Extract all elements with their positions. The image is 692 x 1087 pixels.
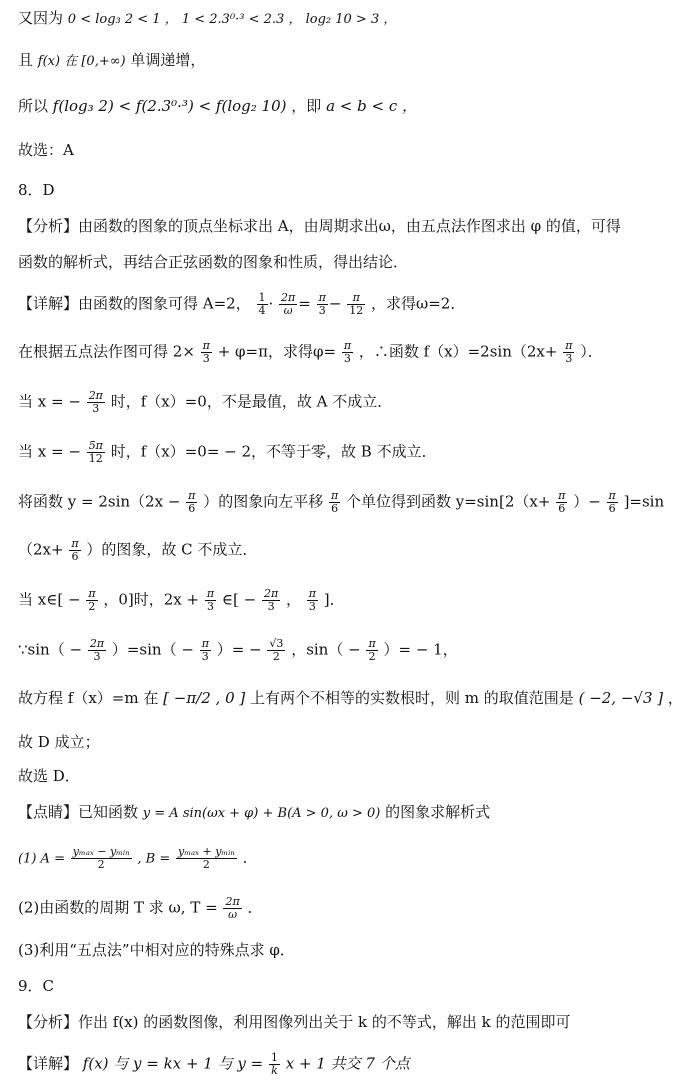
line-choose-d: 故选 D． <box>18 767 80 785</box>
line-five-point: 在根据五点法作图可得 2× $\frac{\pi}{3}$ + φ=π，求得φ= $\frac{\pi}{3}$ ，∴函数 f（x）=2sin（2x+ $\frac{\pi}{3}$ ）． <box>18 339 603 365</box>
fraction: $\frac{\pi}{3}$ <box>308 587 316 613</box>
fraction: $\frac{5\pi}{12}$ <box>88 439 103 465</box>
fraction: $\frac{\pi}{2}$ <box>368 637 376 663</box>
line-option-b: 当 x = − $\frac{5\pi}{12}$ 时，f（x）=0= − 2，不等于零，故 B 不成立． <box>18 439 437 465</box>
line-4: 故选：A <box>18 141 74 159</box>
fraction: $\frac{\pi}{12}$ <box>349 291 364 317</box>
line-option-c-cont: （2x+ $\frac{\pi}{6}$ ）的图象，故 C 不成立． <box>18 537 258 563</box>
fraction: $\frac{2\pi}{\omega}$ <box>281 291 296 317</box>
line-tip: 【点睛】已知函数 y = A sin(ωx + φ) + B(A > 0, ω > 0) 的图象求解析式 <box>18 803 491 821</box>
fraction: $\frac{\pi}{6}$ <box>330 489 339 515</box>
fraction: $\frac{2\pi}{3}$ <box>88 389 103 415</box>
fraction: $\frac{\pi}{3}$ <box>201 637 209 663</box>
line-equation-roots: 故方程 f（x）=m 在 [ −π/2 , 0 ] 上有两个不相等的实数根时，则 m 的取值范围是 ( −2, −√3 ] ， <box>18 689 683 707</box>
fraction: $\frac{\pi}{3}$ <box>206 587 215 613</box>
line-analysis-8: 【分析】由函数的图象的顶点坐标求出 A，由周期求出ω，由五点法作图求出 φ 的值，可得 <box>18 217 621 235</box>
answer-9-heading: 9．C <box>18 977 55 995</box>
fraction: $\frac{1}{k}$ <box>270 1051 278 1077</box>
line-option-c: 将函数 y = 2sin（2x − $\frac{\pi}{6}$ ）的图象向左平移 $\frac{\pi}{6}$ 个单位得到函数 y=sin[2（x+ $\frac{\pi}{6}$ ）− $\frac{\pi}{6}$ ]=sin <box>18 489 665 515</box>
interval-m: ( −2, −√3 ] <box>578 689 664 707</box>
fraction: $\frac{\pi}{6}$ <box>608 489 616 515</box>
fraction: $\frac{2\pi}{3}$ <box>89 637 105 663</box>
line-option-d: 当 x∈[ − $\frac{\pi}{2}$ ，0]时，2x + $\frac{\pi}{3}$ ∈[ − $\frac{2\pi}{3}$ ， $\frac{\pi}{3}$ ]． <box>18 587 345 613</box>
line-tip-2: (2)由函数的周期 T 求 ω, T = $\frac{2\pi}{\omega}$ ． <box>18 895 263 921</box>
line-detail-8: 【详解】由函数的图象可得 A=2， $\frac{1}{4}$ · $\frac{2\pi}{\omega}$ = $\frac{\pi}{3}$ − $\frac{\pi}{12}$ ，求得ω=2． <box>18 291 466 317</box>
line-tip-1: (1) A = $\frac{\text{yₘₐₓ − yₘᵢₙ}}{2}$ , B = $\frac{\text{yₘₐₓ + yₘᵢₙ}}{2}$ ． <box>18 845 258 871</box>
line-option-a: 当 x = − $\frac{2\pi}{3}$ 时，f（x）=0，不是最值，故 A 不成立． <box>18 389 393 415</box>
fraction: $\frac{\pi}{6}$ <box>188 489 196 515</box>
fraction: $\frac{√3}{2}$ <box>269 637 284 663</box>
fraction: $\frac{\pi}{3}$ <box>202 339 210 365</box>
line-detail-9: 【详解】 f(x) 与 y = kx + 1 与 y = $\frac{1}{k}$ x + 1 共交 7 个点 <box>18 1051 410 1077</box>
line-1: 又因为 0 < log₃ 2 < 1 ， 1 < 2.3⁰·³ < 2.3 ， log₂ 10 > 3 ， <box>18 9 397 27</box>
fraction: $\frac{\pi}{6}$ <box>558 489 566 515</box>
fraction: $\frac{2\pi}{3}$ <box>263 587 279 613</box>
fraction: $\frac{\pi}{3}$ <box>343 339 352 365</box>
line-sine-values: ∵sin（ − $\frac{2\pi}{3}$ ）=sin（ − $\frac{\pi}{3}$ ）= − $\frac{√3}{2}$ ，sin（ − $\frac{\pi}{2}$ ）= − 1， <box>18 637 458 663</box>
fraction: $\frac{\text{yₘₐₓ − yₘᵢₙ}}{2}$ <box>72 845 130 871</box>
line-2: 且 f(x) 在 [0,+∞) 单调递增， <box>18 51 206 69</box>
line-d-holds: 故 D 成立； <box>18 733 100 751</box>
answer-8-heading: 8．D <box>18 181 55 199</box>
fraction: $\frac{\text{yₘₐₓ + yₘᵢₙ}}{2}$ <box>178 845 235 871</box>
fraction: $\frac{\pi}{2}$ <box>88 587 96 613</box>
line-analysis-8-cont: 函数的解析式，再结合正弦函数的图象和性质，得出结论． <box>18 253 409 271</box>
fraction: $\frac{\pi}{3}$ <box>565 339 573 365</box>
line-tip-3: (3)利用“五点法”中相对应的特殊点求 φ． <box>18 941 295 959</box>
line-analysis-9: 【分析】作出 f(x) 的函数图像，利用图像列出关于 k 的不等式，解出 k 的范围即可 <box>18 1013 571 1031</box>
line-3: 所以 f(log₃ 2) < f(2.3⁰·³) < f(log₂ 10) ，即 a < b < c ， <box>18 97 417 115</box>
fraction: $\frac{2\pi}{\omega}$ <box>225 895 240 921</box>
interval-d: [ −π/2 , 0 ] <box>163 689 246 707</box>
fraction: $\frac{\pi}{6}$ <box>71 537 79 563</box>
fraction: $\frac{\pi}{3}$ <box>318 291 326 317</box>
fraction: $\frac{1}{4}$ <box>258 291 266 317</box>
